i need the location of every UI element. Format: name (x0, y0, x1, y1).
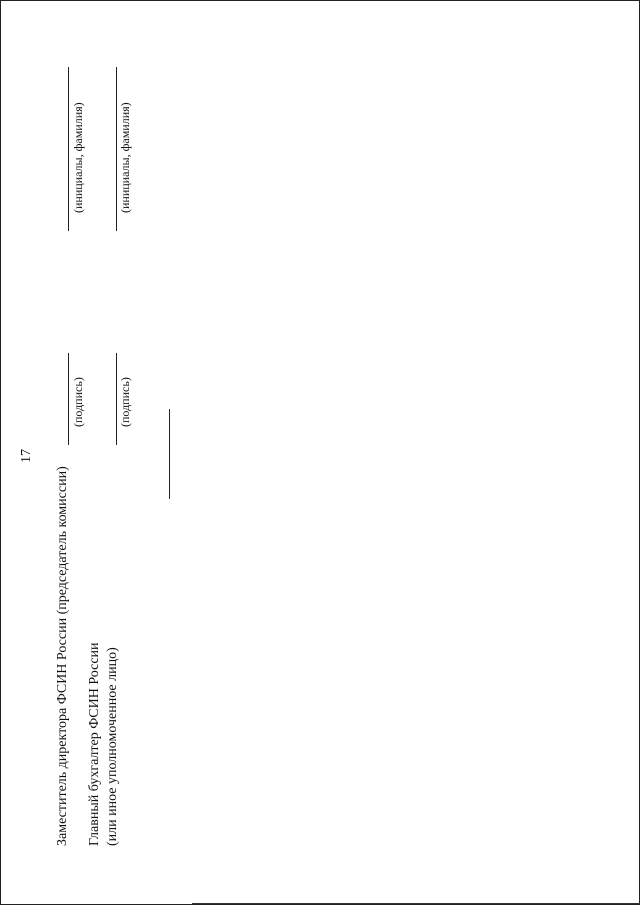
signer-1-signature-line (68, 353, 69, 445)
signer-1-position: Заместитель директора ФСИН России (председатель комиссии) (55, 466, 70, 846)
signer-2-signature-caption: (подпись) (118, 377, 132, 427)
signer-2-position-line2: (или иное уполномоченное лицо) (105, 647, 120, 846)
page-number: 17 (19, 449, 34, 463)
signer-2-name-caption: (инициалы, фамилия) (118, 102, 132, 213)
signer-2-name-line (116, 67, 117, 231)
signer-1-signature-caption: (подпись) (71, 377, 85, 427)
signer-1-name-caption: (инициалы, фамилия) (71, 102, 85, 213)
bottom-rule (192, 903, 640, 904)
signer-1-name-line (68, 67, 69, 231)
signer-2-position-line1: Главный бухгалтер ФСИН России (87, 642, 102, 846)
signer-2-signature-line (116, 353, 117, 445)
blank-signature-line (169, 409, 170, 499)
